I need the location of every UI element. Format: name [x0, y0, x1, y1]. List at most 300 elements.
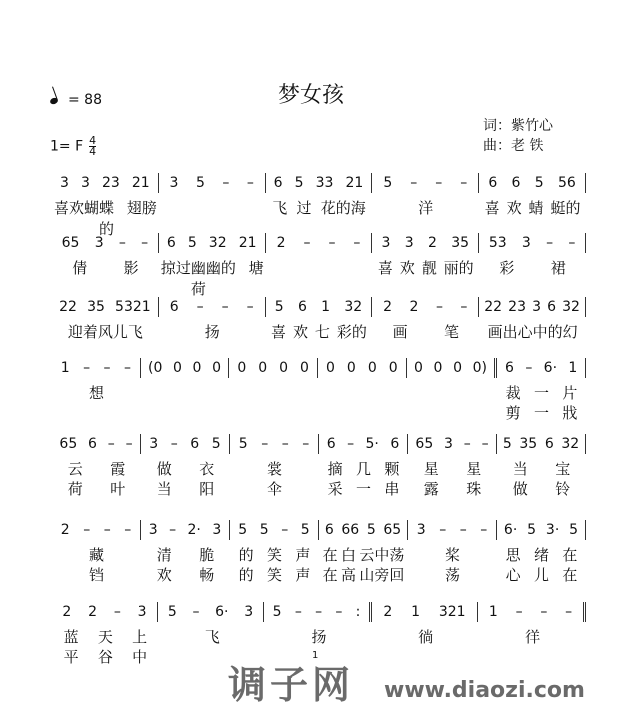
note: –	[103, 360, 111, 376]
lyric-segment	[408, 478, 497, 499]
lyric-word: 声	[295, 566, 311, 584]
lyric-word: 裙	[550, 259, 566, 277]
lyrics-line	[52, 626, 586, 647]
note: –	[565, 604, 573, 620]
note: 2	[383, 299, 393, 315]
measure	[159, 297, 266, 317]
lyric-word: 徜	[418, 628, 434, 646]
lyric-word: 幽幽的荷	[190, 259, 236, 298]
note: 53	[488, 235, 507, 251]
lyric-word: 在	[322, 566, 338, 584]
note: 5	[238, 436, 248, 452]
lyric-word: 靓	[421, 259, 437, 277]
note: 5	[272, 604, 282, 620]
lyric-word: 七	[314, 323, 330, 341]
note: 2	[383, 604, 393, 620]
lyric-segment	[230, 382, 319, 403]
note: 0	[453, 360, 463, 376]
lyric-segment	[52, 646, 159, 667]
lyric-word: 采	[327, 480, 343, 498]
note: 32	[344, 299, 363, 315]
lyric-segment	[497, 402, 586, 423]
measure	[407, 358, 498, 378]
lyric-word: 想	[88, 384, 104, 402]
note: 6	[88, 436, 97, 452]
note: –	[281, 522, 289, 538]
note: 5	[167, 604, 177, 620]
note: 22	[484, 299, 503, 315]
note: –	[540, 604, 548, 620]
lyric-word: 星	[466, 460, 482, 478]
note: 6	[190, 436, 200, 452]
note: 5	[259, 522, 269, 538]
note: 1	[321, 299, 331, 315]
note: 2	[60, 522, 70, 538]
staff-line	[52, 358, 586, 378]
lyric-word: 洋	[418, 199, 434, 217]
measure	[141, 358, 230, 378]
lyric-word: 中	[132, 648, 148, 666]
lyric-word: 脆	[199, 546, 215, 564]
lyric-word: 花的海	[320, 199, 366, 217]
note: –	[481, 436, 489, 452]
note: 6	[297, 299, 307, 315]
note: 21	[345, 175, 364, 191]
lyricist: 词：紫竹心	[483, 118, 553, 134]
lyric-word: 星	[423, 460, 439, 478]
measure	[159, 173, 266, 193]
note: 3	[60, 175, 69, 191]
note: 35	[519, 436, 538, 452]
note: –	[568, 235, 576, 251]
lyric-segment	[230, 478, 319, 499]
lyric-word: 几	[355, 460, 371, 478]
note: –	[459, 522, 467, 538]
note: –	[315, 604, 323, 620]
lyric-word: 珠	[466, 480, 482, 498]
measure	[479, 173, 586, 193]
note: 0	[192, 360, 202, 376]
lyric-word: 过	[175, 259, 191, 277]
lyric-word: 影	[123, 259, 139, 277]
note: 0	[326, 360, 335, 376]
note: 5	[569, 522, 579, 538]
note: 6	[511, 175, 521, 191]
measure	[318, 358, 407, 378]
note: –	[192, 604, 200, 620]
lyrics-line	[52, 382, 586, 403]
lyric-word: 白	[340, 546, 356, 564]
lyric-word: 霞	[110, 460, 126, 478]
note: –	[141, 235, 149, 251]
watermark-url: www.diaozi.com	[384, 678, 585, 703]
lyric-word: 阳	[199, 480, 215, 498]
note: 0	[258, 360, 268, 376]
note: 1	[568, 360, 578, 376]
note: 3	[94, 235, 104, 251]
measure	[230, 434, 319, 454]
note: 321	[438, 604, 466, 620]
note: 1	[488, 604, 498, 620]
measure	[264, 602, 372, 622]
note: –	[435, 299, 443, 315]
note: –	[124, 522, 132, 538]
note: 5	[274, 299, 284, 315]
lyric-segment	[479, 321, 586, 342]
note: 66	[341, 522, 360, 538]
measure	[52, 602, 158, 622]
note: 2	[427, 235, 437, 251]
note: 5	[534, 175, 544, 191]
lyric-word: 喜	[377, 259, 393, 277]
lyric-word: 露	[423, 480, 439, 498]
lyric-word: 绪	[533, 546, 549, 564]
note: 6	[390, 436, 400, 452]
note: –	[294, 604, 302, 620]
lyric-word: 扬	[204, 323, 220, 341]
note: 65	[61, 235, 80, 251]
measure	[141, 434, 230, 454]
lyric-word: 剪	[505, 404, 521, 422]
note: –	[118, 235, 126, 251]
key-label: 1= F	[50, 138, 84, 155]
note: –	[525, 360, 533, 376]
lyric-segment	[52, 458, 141, 479]
lyric-word: 伞	[266, 480, 282, 498]
lyric-segment	[479, 257, 586, 299]
note: 5	[195, 175, 205, 191]
note: –	[410, 175, 418, 191]
lyric-segment	[52, 544, 141, 565]
measure	[230, 520, 319, 540]
note: –	[83, 522, 91, 538]
note: –	[435, 175, 443, 191]
credits	[483, 116, 553, 156]
note: 2·	[187, 522, 201, 538]
note: 1	[60, 360, 70, 376]
lyric-segment	[52, 382, 141, 403]
measure	[479, 297, 586, 317]
lyric-word: 藏	[88, 546, 104, 564]
note: 21	[238, 235, 257, 251]
note: –	[246, 175, 254, 191]
lyric-segment	[408, 458, 497, 479]
lyric-segment	[408, 402, 497, 423]
measure	[159, 233, 266, 253]
lyric-word: 摘	[327, 460, 343, 478]
note: 56	[557, 175, 576, 191]
lyric-segment	[319, 458, 408, 479]
lyric-word: 蝶的	[99, 199, 115, 238]
measure	[319, 520, 408, 540]
note: 35	[87, 299, 105, 315]
note: 3	[149, 436, 159, 452]
note: 3	[381, 235, 391, 251]
measure	[372, 602, 478, 622]
note: –	[169, 522, 177, 538]
note: 65	[59, 436, 78, 452]
note: 32	[561, 436, 580, 452]
note: 5	[502, 436, 512, 452]
lyric-segment	[52, 626, 159, 647]
lyric-segment	[319, 382, 408, 403]
lyric-segment	[230, 544, 319, 565]
measure	[479, 233, 586, 253]
lyric-segment	[497, 382, 586, 403]
note: –	[83, 360, 91, 376]
note: 3	[81, 175, 90, 191]
lyric-segment	[159, 626, 266, 647]
note: 6	[273, 175, 283, 191]
measure	[52, 173, 159, 193]
lyric-segment	[497, 458, 586, 479]
lyric-word: 蓝	[63, 628, 79, 646]
lyric-segment	[141, 564, 230, 585]
lyric-word: 丽的	[443, 259, 474, 277]
watermark-logo: 调子网	[228, 663, 355, 707]
lyric-word: 蜻	[528, 199, 544, 217]
note: 0	[414, 360, 423, 376]
note: 65	[383, 522, 402, 538]
lyric-word: 欢	[69, 199, 85, 217]
tempo-marking	[50, 92, 102, 108]
time-signature	[89, 136, 96, 157]
tempo-value: = 88	[68, 92, 102, 108]
lyric-word: 裁	[505, 384, 521, 402]
note: 0	[388, 360, 398, 376]
note: –	[353, 235, 361, 251]
measure	[52, 297, 159, 317]
lyric-segment	[319, 564, 408, 585]
lyric-segment	[159, 321, 266, 342]
lyric-segment	[372, 626, 479, 647]
note: –	[302, 436, 310, 452]
lyric-word: 当	[512, 460, 528, 478]
measure	[52, 358, 141, 378]
lyric-word: 掠	[160, 259, 176, 277]
note: 6	[488, 175, 498, 191]
note: –	[261, 436, 269, 452]
lyric-segment	[266, 257, 373, 299]
note: 3	[244, 604, 254, 620]
lyric-word: 在	[562, 546, 578, 564]
note: 2	[88, 604, 98, 620]
note: –	[222, 175, 230, 191]
measure	[372, 233, 479, 253]
note: 0	[367, 360, 377, 376]
staff-line	[52, 434, 586, 454]
note: 65	[415, 436, 434, 452]
note: 22	[59, 299, 77, 315]
note: 0	[212, 360, 221, 376]
lyric-word: 高	[340, 566, 356, 584]
note: 5	[366, 522, 376, 538]
lyrics-line	[52, 321, 586, 342]
lyric-word: 天	[97, 628, 113, 646]
lyric-segment	[497, 478, 586, 499]
measure	[408, 434, 497, 454]
lyric-segment	[372, 321, 479, 342]
lyric-word: 画出心中的幻	[487, 323, 578, 341]
note: –	[281, 436, 289, 452]
note: 1	[411, 604, 421, 620]
measure	[266, 297, 373, 317]
lyric-word: 当	[156, 480, 172, 498]
note: –	[439, 522, 447, 538]
note: 5	[294, 175, 304, 191]
lyric-word: 一	[533, 384, 549, 402]
note: 3	[404, 235, 414, 251]
lyric-word: 思	[505, 546, 521, 564]
lyric-word: 在	[562, 566, 578, 584]
lyric-word: 笑	[266, 566, 282, 584]
lyric-word: 云中荡	[359, 546, 405, 564]
lyrics-line	[52, 478, 586, 499]
lyric-word: 飞	[272, 199, 288, 217]
lyric-word: 彩	[499, 259, 515, 277]
lyric-segment	[497, 544, 586, 565]
note: –	[123, 360, 131, 376]
note: –	[107, 436, 115, 452]
note: 6	[326, 436, 336, 452]
lyric-word: 塘	[248, 259, 264, 277]
note: –	[335, 604, 343, 620]
lyric-segment	[372, 646, 479, 667]
note: 5	[383, 175, 393, 191]
staff-line	[52, 297, 586, 317]
lyric-word: 串	[384, 480, 400, 498]
lyric-word: 戕	[562, 404, 578, 422]
note: 3	[521, 235, 531, 251]
note: 6	[324, 522, 334, 538]
staff-line	[52, 520, 586, 540]
time-top: 4	[89, 134, 97, 147]
lyric-word: 裳	[266, 460, 282, 478]
lyric-segment	[230, 458, 319, 479]
note: –	[246, 299, 254, 315]
song-title: 梦女孩	[278, 83, 345, 108]
lyric-word: 蜓的	[550, 199, 581, 217]
lyric-word: 的	[238, 566, 254, 584]
note: 33	[315, 175, 334, 191]
lyric-word: 欢	[292, 323, 308, 341]
note: 0	[279, 360, 289, 376]
measure	[52, 520, 141, 540]
lyric-word: 谷	[97, 648, 113, 666]
lyrics-line	[52, 564, 586, 585]
lyric-word: 一	[355, 480, 371, 498]
lyric-word: 笔	[443, 323, 459, 341]
note: 32	[208, 235, 227, 251]
lyric-word: 衣	[199, 460, 215, 478]
lyric-word: 山旁回	[359, 566, 405, 584]
measure	[141, 520, 230, 540]
note: 35	[451, 235, 470, 251]
note: 3	[416, 522, 426, 538]
lyric-word: 一	[533, 404, 549, 422]
lyrics-line	[52, 544, 586, 565]
measure	[266, 233, 373, 253]
note: –	[546, 235, 554, 251]
note: 23	[508, 299, 526, 315]
note: 5	[187, 235, 197, 251]
lyric-word: 做	[512, 480, 528, 498]
note: 6·	[215, 604, 229, 620]
lyric-word: 喜	[484, 199, 500, 217]
note: (0	[147, 360, 163, 376]
note: 6	[544, 436, 554, 452]
lyric-segment	[141, 478, 230, 499]
note: 6	[505, 360, 514, 376]
staff-line	[52, 173, 586, 193]
lyric-word: 畅	[199, 566, 215, 584]
measure	[319, 434, 408, 454]
lyric-word: 膀	[141, 199, 157, 217]
lyric-segment	[266, 321, 373, 342]
note: –	[196, 299, 204, 315]
measure	[52, 434, 141, 454]
measure	[408, 520, 497, 540]
lyric-segment	[479, 646, 586, 667]
note: –	[303, 235, 311, 251]
lyrics-line	[52, 402, 586, 423]
lyric-segment	[408, 544, 497, 565]
measure	[158, 602, 264, 622]
note: 0	[300, 360, 309, 376]
lyric-word: 飞	[204, 628, 220, 646]
lyric-word: 在	[322, 546, 338, 564]
note: –	[480, 522, 488, 538]
lyric-word: 铛	[88, 566, 104, 584]
lyric-segment	[141, 382, 230, 403]
lyric-word: 欢	[506, 199, 522, 217]
lyric-word: 扬	[311, 628, 327, 646]
note: 21	[131, 175, 150, 191]
note: 6·	[503, 522, 518, 538]
quarter-note-icon	[49, 97, 59, 105]
lyric-segment	[141, 544, 230, 565]
note: 3·	[545, 522, 560, 538]
lyric-segment	[372, 257, 479, 299]
note: 5	[238, 522, 248, 538]
staff-line	[52, 233, 586, 253]
note: –	[170, 436, 178, 452]
note: –	[460, 299, 468, 315]
lyric-word: 宝	[555, 460, 571, 478]
lyric-word: 倩	[72, 259, 88, 277]
lyric-word: 云	[67, 460, 83, 478]
lyrics-line	[52, 257, 586, 299]
note: 6	[166, 235, 176, 251]
lyric-word: 桨	[444, 546, 460, 564]
key-signature	[50, 136, 96, 157]
lyric-word: 欢	[399, 259, 415, 277]
lyric-word: 欢	[156, 566, 172, 584]
note: 3	[444, 436, 453, 452]
lyric-segment	[319, 478, 408, 499]
lyric-segment	[52, 564, 141, 585]
staff-line	[52, 602, 586, 622]
lyric-segment	[479, 626, 586, 647]
note: –	[113, 604, 121, 620]
lyric-segment	[408, 382, 497, 403]
lyric-word: 铃	[555, 480, 571, 498]
lyric-word: 叶	[110, 480, 126, 498]
note: 0	[172, 360, 182, 376]
lyric-word: 心	[505, 566, 521, 584]
lyric-segment	[52, 478, 141, 499]
note: –	[125, 436, 133, 452]
